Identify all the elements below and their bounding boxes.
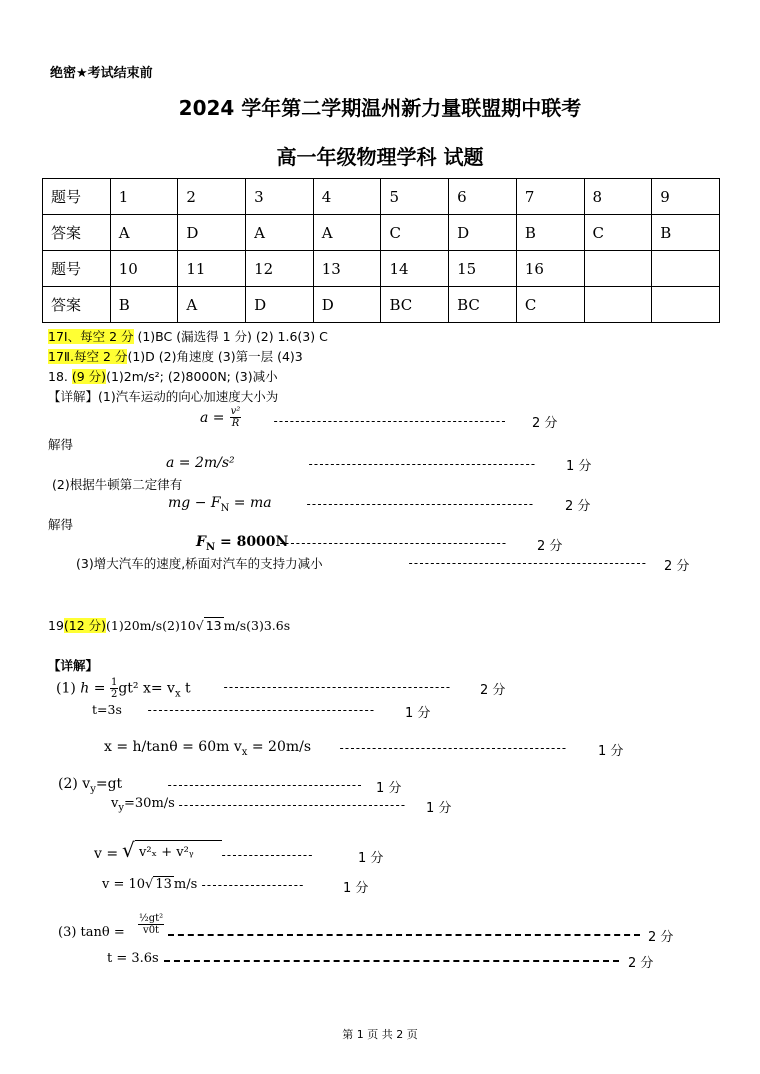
- q18-eq1-den: R: [231, 418, 240, 429]
- page-footer: 第 1 页 共 2 页: [342, 1028, 418, 1041]
- table-row: [43, 215, 720, 251]
- table-cell: D: [178, 215, 246, 251]
- q19-score5: 1 分: [426, 801, 452, 816]
- q19-p1-num: 1: [110, 677, 118, 688]
- table-cell: 14: [381, 251, 449, 287]
- q18-summary: [48, 367, 278, 385]
- q17-part1-prefix: 17Ⅰ、每空 2 分: [48, 329, 134, 344]
- table-cell: 8: [584, 179, 652, 215]
- table-cell: [584, 287, 652, 323]
- q19-p2-v2-a: v = 10: [102, 877, 146, 892]
- q18-eq4-lhs: F: [196, 534, 206, 550]
- q18-eq1: [200, 406, 241, 429]
- q18-dash4: ------------------------------------------: [278, 536, 506, 550]
- q17-part2: [48, 347, 303, 365]
- q18-dash2: ------------------------------------------: [307, 457, 535, 471]
- q18-points: (9 分): [71, 369, 107, 384]
- q19-score8: 2 分: [648, 930, 674, 945]
- q19-p2-a-sub: y: [90, 783, 96, 795]
- q19-p1-x: [104, 739, 311, 758]
- q19-score4: 1 分: [376, 781, 402, 796]
- table-cell: A: [110, 215, 178, 251]
- table-row-header: 题号: [43, 179, 111, 215]
- table-cell: B: [652, 215, 720, 251]
- q18-score1: 2 分: [532, 416, 558, 431]
- q18-eq1-frac: [230, 406, 242, 429]
- table-cell: 5: [381, 179, 449, 215]
- table-cell: 7: [516, 179, 584, 215]
- table-cell: B: [110, 287, 178, 323]
- table-row-header: 答案: [43, 287, 111, 323]
- q18-part3: (3)增大汽车的速度,桥面对汽车的支持力减小: [76, 556, 323, 571]
- table-cell: B: [516, 215, 584, 251]
- table-cell: 6: [449, 179, 517, 215]
- table-cell: [652, 251, 720, 287]
- table-cell: 12: [246, 251, 314, 287]
- q19-p1-a: (1): [56, 680, 76, 697]
- q19-p1-x-a: x = h/tanθ = 60m v: [104, 739, 242, 755]
- q19-sqrt-sign: √: [122, 838, 135, 862]
- q19-score6: 1 分: [358, 851, 384, 866]
- q18-eq3-b: = ma: [229, 495, 272, 511]
- q19-p2-b: [111, 796, 175, 814]
- q19-dash7: -------------------: [200, 878, 304, 892]
- q18-eq4: [196, 534, 288, 553]
- q19-p1-den: 2: [110, 689, 118, 700]
- q19-p1-rest: gt² x= v: [118, 680, 175, 697]
- q17-part1: [48, 327, 328, 345]
- table-cell: C: [516, 287, 584, 323]
- table-cell: [584, 251, 652, 287]
- table-row: [43, 251, 720, 287]
- q19-p2-a-v: (2) v: [58, 776, 91, 792]
- q19-p1-t3: t=3s: [92, 702, 122, 717]
- q18-eq4-rhs: = 8000N: [215, 534, 289, 550]
- q18-dash3: ------------------------------------------: [305, 497, 533, 511]
- q18-score5: 2 分: [664, 559, 690, 574]
- table-cell: 1: [110, 179, 178, 215]
- q19-p1-x-rest: = 20m/s: [247, 739, 312, 755]
- table-row: [43, 287, 720, 323]
- table-cell: 3: [246, 179, 314, 215]
- table-cell: D: [449, 215, 517, 251]
- table-row-header: 题号: [43, 251, 111, 287]
- q19-dash3: ------------------------------------------: [338, 741, 566, 755]
- q19-p3-t: t = 3.6s: [107, 951, 159, 966]
- table-cell: 10: [110, 251, 178, 287]
- q18-eq3: [168, 495, 272, 514]
- q19-score3: 1 分: [598, 744, 624, 759]
- q19-detail-label: 【详解】: [48, 658, 99, 673]
- table-cell: BC: [449, 287, 517, 323]
- q18-solve1: 解得: [48, 437, 74, 452]
- q19-summary-c: m/s(3)3.6s: [223, 618, 291, 633]
- table-cell: 11: [178, 251, 246, 287]
- q19-dash6: -----------------: [220, 848, 313, 862]
- q19-summary: 19(12 分)(1)20m/s(2)10√ 13 m/s(3)3.6s: [48, 618, 291, 633]
- q19-p1-t: t: [180, 680, 191, 697]
- q19-p2-a-rest: =gt: [95, 776, 123, 792]
- q19-p3-num: ½gt²: [139, 913, 164, 924]
- table-cell: 9: [652, 179, 720, 215]
- q19-p2-v2: v = 10√ 13 m/s: [102, 877, 198, 892]
- q19-summary-a: (1)20m/s(2)10: [106, 618, 196, 633]
- table-cell: 4: [313, 179, 381, 215]
- q18-score2: 1 分: [566, 459, 592, 474]
- table-row: [43, 179, 720, 215]
- q19-p3-a: [58, 925, 125, 940]
- q19-p3-frac: [138, 913, 164, 936]
- q19-dash8: [168, 934, 640, 936]
- q19-score9: 2 分: [628, 956, 654, 971]
- q18-eq1-lhs: a =: [200, 410, 225, 426]
- q19-p2-b-v: v: [111, 796, 119, 811]
- q19-summary-b: 13: [205, 618, 222, 633]
- table-cell: D: [313, 287, 381, 323]
- q19-p2-v2-b: 13: [155, 877, 172, 892]
- q18-eq2: a = 2m/s²: [166, 455, 235, 471]
- q19-p1: [56, 677, 191, 700]
- table-cell: 16: [516, 251, 584, 287]
- q18-solve2: 解得: [48, 517, 74, 532]
- q18-eq1-num: v²: [230, 406, 241, 417]
- q18-summary-text: (1)2m/s²; (2)8000N; (3)减小: [106, 369, 278, 384]
- table-cell: BC: [381, 287, 449, 323]
- table-cell: 15: [449, 251, 517, 287]
- page-subtitle: 高一年级物理学科 试题: [276, 145, 484, 169]
- table-cell: A: [178, 287, 246, 323]
- q19-dash2: ------------------------------------------: [146, 703, 374, 717]
- q19-score7: 1 分: [343, 881, 369, 896]
- page-title: 2024 学年第二学期温州新力量联盟期中联考: [178, 96, 582, 120]
- q17-part1-text: (1)BC (漏选得 1 分) (2) 1.6(3) C: [133, 329, 328, 344]
- q17-part2-text: (1)D (2)角速度 (3)第一层 (4)3: [127, 349, 303, 364]
- q19-p2-b-sub: y: [118, 802, 125, 814]
- q19-score1: 2 分: [480, 683, 506, 698]
- table-cell: C: [381, 215, 449, 251]
- q19-dash5: ------------------------------------------: [177, 798, 405, 812]
- q19-p3-frac-inner: [138, 913, 164, 936]
- answer-table: [42, 178, 720, 323]
- q18-eq3-a: mg − F: [168, 495, 221, 511]
- q19-p2-a: [58, 776, 122, 795]
- q18-part2: (2)根据牛顿第二定律有: [52, 477, 183, 492]
- q19-p1-x-sub: x: [241, 746, 248, 758]
- q19-p1-sub: x: [174, 688, 181, 700]
- q18-eq4-sub: N: [205, 541, 216, 553]
- q18-dash1: -------------------------------------------: [272, 414, 506, 428]
- q18-dash5: --------------------------------------------: [407, 556, 646, 570]
- table-cell: 13: [313, 251, 381, 287]
- q19-p3-den: v0t: [143, 925, 160, 936]
- q19-dash4: ------------------------------------: [166, 778, 362, 792]
- table-cell: A: [313, 215, 381, 251]
- table-cell: [652, 287, 720, 323]
- table-cell: C: [584, 215, 652, 251]
- table-cell: A: [246, 215, 314, 251]
- q19-p3-lhs: (3) tanθ =: [58, 925, 125, 940]
- q19-p2-v2-c: m/s: [173, 877, 198, 892]
- q18-score3: 2 分: [565, 499, 591, 514]
- q19-dash9: [164, 960, 619, 962]
- q19-p2-b-rest: =30m/s: [124, 796, 175, 811]
- table-cell: D: [246, 287, 314, 323]
- q19-num: 19: [48, 618, 64, 633]
- q19-p2-sqrt: v²ₓ + v²ᵧ: [135, 840, 222, 860]
- q19-p1-h: h =: [80, 680, 106, 697]
- secret-label: 绝密★考试结束前: [50, 66, 153, 81]
- q18-score4: 2 分: [537, 539, 563, 554]
- table-cell: 2: [178, 179, 246, 215]
- q19-p2-v: v =: [94, 846, 119, 862]
- q17-part2-prefix: 17Ⅱ.每空 2 分: [48, 349, 128, 364]
- table-row-header: 答案: [43, 215, 111, 251]
- q18-detail-label: 【详解】(1)汽车运动的向心加速度大小为: [48, 389, 279, 404]
- q18-num: 18.: [48, 369, 68, 384]
- q19-score2: 1 分: [405, 706, 431, 721]
- q19-dash1: ------------------------------------------: [222, 680, 450, 694]
- q18-eq3-sub: N: [220, 502, 230, 514]
- q19-points: (12 分): [63, 618, 107, 633]
